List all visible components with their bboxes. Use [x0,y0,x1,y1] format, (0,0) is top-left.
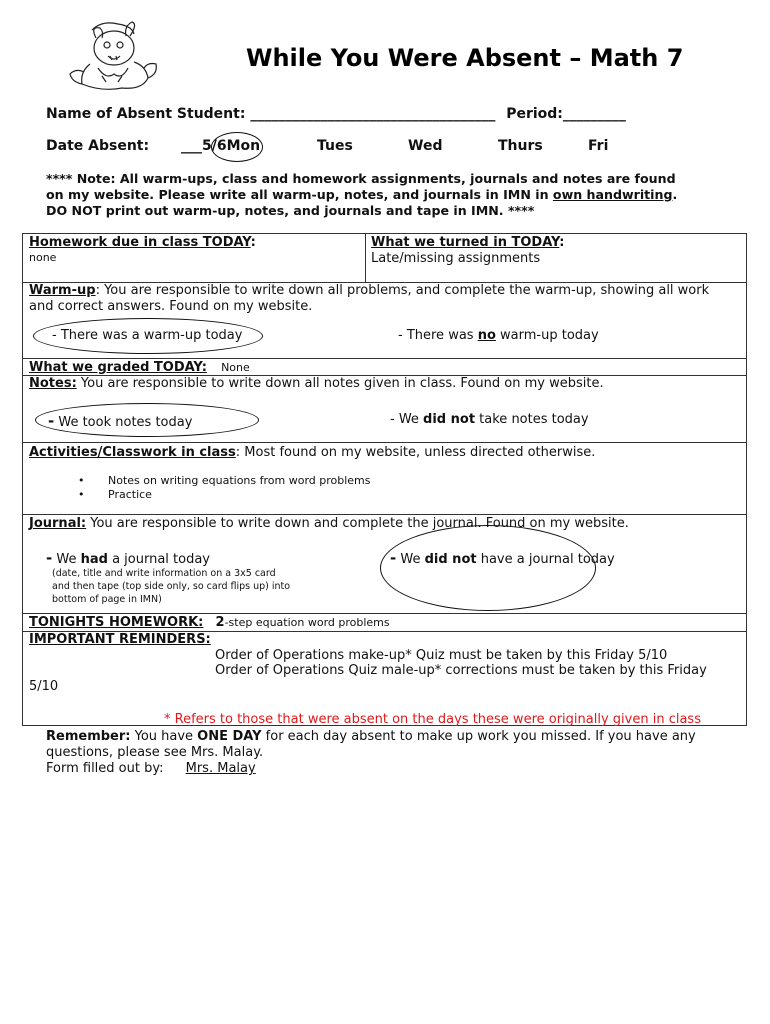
warmup-yes-circle [33,318,263,354]
day-tuesday: Tues [317,138,353,154]
activities-text: Activities/Classwork in class: Most found on my website, unless directed otherwise. [29,445,596,460]
row-divider [22,358,747,359]
list-item: • Practice [78,488,152,501]
remember-line-1: Remember: You have ONE DAY for each day absent to make up work you missed. If you have any [46,729,696,744]
note-line-2: on my website. Please write all warm-up, notes, and journals in IMN in own handwriting. [46,187,678,202]
graded-value: None [221,361,250,374]
warmup-text-1: Warm-up: You are responsible to write down all problems, and complete the warm-up, showing all work [29,283,710,298]
notes-text: Notes: You are responsible to write down all notes given in class. Found on my website. [29,376,604,391]
turned-in-heading: What we turned in TODAY: [371,235,565,250]
reminder-item-wrap: 5/10 [29,679,59,694]
name-row [46,106,626,122]
warmup-yes-option: - There was a warm-up today [52,328,243,343]
filled-by-row [46,761,256,776]
tonights-homework-row: TONIGHTS HOMEWORK: 2-step equation word problems [29,615,390,630]
warmup-text-2: and correct answers. Found on my website. [29,299,313,314]
own-handwriting-text: own handwriting [552,187,673,202]
header-column-divider [365,233,366,282]
filled-by-value: Mrs. Malay [185,761,256,776]
graded-heading: What we graded TODAY: [29,360,207,375]
note-line-1: **** Note: All warm-ups, class and homework assignments, journals and notes are found [46,171,676,186]
notes-no-option: - We did not take notes today [390,412,589,427]
name-label: Name of Absent Student: [46,106,246,122]
reminder-item: Order of Operations make-up* Quiz must be taken by this Friday 5/10 [215,648,668,663]
remember-line-2: questions, please see Mrs. Malay. [46,745,264,760]
tonights-homework-heading: TONIGHTS HOMEWORK: [29,615,204,630]
journal-details: (date, title and write information on a 3x5 card and then tape (top side only, so card flips up) into bottom of page in IMN) [52,568,291,605]
page-title: While You Were Absent – Math 7 [246,44,684,72]
name-field[interactable]: ___________________________________ [250,106,496,122]
row-divider [22,514,747,515]
row-divider [22,442,747,443]
notes-heading: Notes: [29,376,77,391]
tonights-homework-value: -step equation word problems [224,616,390,629]
turned-in-value: Late/missing assignments [371,251,541,266]
period-label: Period: [506,106,563,122]
warmup-heading: Warm-up [29,283,96,298]
note-line-3: DO NOT print out warm-up, notes, and journals and tape in IMN. **** [46,203,535,218]
journal-text: Journal: You are responsible to write down and complete the journal. Found on my website. [29,516,629,531]
day-monday: ___5/6Mon [181,138,261,154]
journal-no-option: - We did not have a journal today [390,549,615,567]
day-friday: Fri [588,138,609,154]
list-item: • Notes on writing equations from word problems [78,474,371,487]
row-divider [22,613,747,614]
period-field[interactable]: _________ [562,106,626,122]
journal-no-circle [380,525,596,611]
reminders-heading: IMPORTANT REMINDERS: [29,632,211,647]
absent-footnote: * Refers to those that were absent on the days these were originally given in class [164,712,701,727]
homework-due-heading: Homework due in class TODAY: [29,235,256,250]
warmup-no-option: - There was no warm-up today [398,328,599,343]
journal-heading: Journal: [29,516,87,531]
activities-list [78,474,371,502]
reminder-item: Order of Operations Quiz male-up* corrections must be taken by this Friday [215,663,707,678]
filled-by-label: Form filled out by: [46,761,164,776]
day-wednesday: Wed [408,138,443,154]
activities-heading: Activities/Classwork in class [29,445,236,460]
graded-row [29,360,250,375]
bulldog-mascot-icon [62,18,162,94]
monday-circle [211,132,263,162]
homework-due-value: none [29,251,57,264]
journal-yes-option: - We had a journal today [46,549,211,567]
day-thursday: Thurs [498,138,543,154]
notes-yes-option: - We took notes today [48,412,193,430]
notes-yes-circle [35,403,259,437]
date-absent-label: Date Absent: [46,138,150,154]
